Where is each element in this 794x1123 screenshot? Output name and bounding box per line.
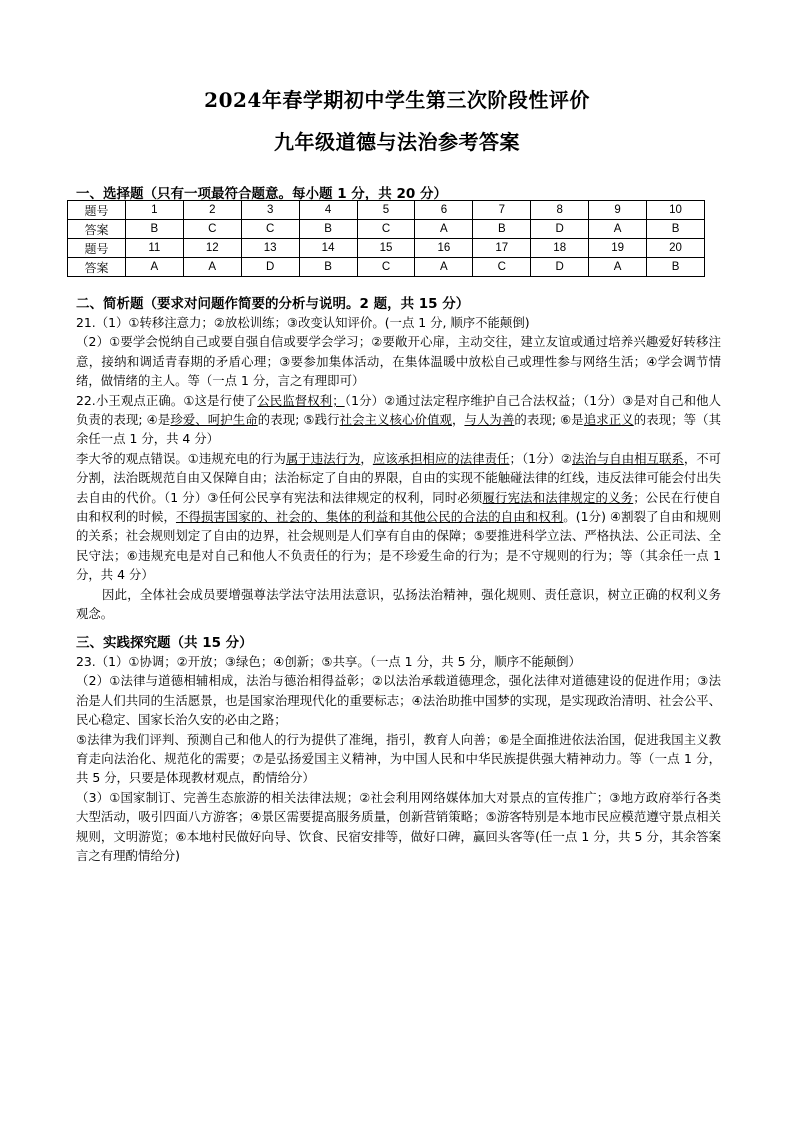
table-row <box>68 201 705 220</box>
answer-cell: C <box>183 220 241 239</box>
answer-cell: C <box>241 220 299 239</box>
answer-cell: D <box>241 258 299 277</box>
row-label-answer: 答案 <box>68 258 126 277</box>
underlined-key-point: 履行宪法和法律规定的义务 <box>482 489 634 505</box>
text-span: ，不可分割，法治既规范自由又保障自由；法治标定了自由的界限，自由的实现不能触碰法律的红线，违反法律可能会付出失去自由的代价。（1 分）③任何公民享有宪法和法律规定的权利，同时必须 <box>76 450 722 505</box>
text-span: 的表现；等（其余任一点 1 分，共 4 分） <box>76 412 722 447</box>
answer-cell: A <box>589 220 647 239</box>
choice-answer-table <box>67 200 705 277</box>
question-number: 17 <box>473 239 531 258</box>
answer-cell: A <box>415 220 473 239</box>
answer-cell: C <box>357 258 415 277</box>
q21-part1: 21.（1）①转移注意力；②放松训练；③改变认知评价。(一点 1 分, 顺序不能颠倒) <box>76 315 530 330</box>
q23-part3: （3）①国家制订、完善生态旅游的相关法律法规；②社会利用网络媒体加大对景点的宣传推广；③地方政府举行各类大型活动，吸引四面八方游客；④景区需要提高服务质量，创新营销策略；⑤游客特别是本地市民应模范遵守景点相关规则，文明游览；⑥本地村民做好向导、饮食、民宿安排等，做好口碑，赢回头客等(任一点 1 分，共 5 分，其余答案言之有理酌情给分) <box>76 789 721 864</box>
answer-cell: A <box>589 258 647 277</box>
text-span: ；公民在行使自由和权利的时候， <box>76 489 722 525</box>
question-number: 11 <box>125 239 183 258</box>
underlined-key-point: 应该承担相应的法律责任 <box>372 450 510 466</box>
underlined-key-point: 不得损害国家的、社会的、集体的利益和其他公民的合法的自由和权利 <box>175 509 564 525</box>
underlined-key-point: 追求正义 <box>583 412 634 428</box>
q21-part2: （2）①要学会悦纳自己或要自强自信或要学会学习；②要敞开心扉，主动交往，建立友谊或通过培养兴趣爱好转移注意，接纳和调适青春期的矛盾心理；③要参加集体活动，在集体温暖中放松自己或理性参与网络生活；④学会调节情绪，做情绪的主人。等（一点 1 分，言之有理即可） <box>76 334 721 389</box>
q22-view-wrong <box>76 449 721 585</box>
q23-part2a: （2）①法律与道德相辅相成，法治与德治相得益彰；②以法治承载道德理念，强化法律对道德建设的促进作用；③法治是人们共同的生活愿景，也是国家治理现代化的重要标志；④法治助推中国梦的实现，是实现政治清明、社会公平、民心稳定、国家长治久安的必由之路； <box>76 673 721 728</box>
answer-cell: D <box>531 258 589 277</box>
section-3-heading: 三、实践探究题（共 15 分） <box>76 635 253 651</box>
question-number: 6 <box>415 201 473 220</box>
underlined-key-point: 属于违法行为 <box>285 450 361 466</box>
underlined-key-point: 法治与自由相互联系 <box>572 450 684 466</box>
text-span: ；（1分）② <box>509 450 573 466</box>
page-subtitle: 九年级道德与法治参考答案 <box>274 130 520 154</box>
section-1-heading: 一、选择题（只有一项最符合题意。每小题 1 分，共 20 分） <box>76 186 447 202</box>
question-number: 12 <box>183 239 241 258</box>
underlined-key-point: 社会主义核心价值观 <box>339 412 452 428</box>
question-number: 5 <box>357 201 415 220</box>
question-number: 15 <box>357 239 415 258</box>
text-span: 22.小王观点正确。①这是行使了 <box>76 392 258 408</box>
question-number: 4 <box>299 201 357 220</box>
answer-cell: C <box>357 220 415 239</box>
text-span: 的表现; ⑤践行 <box>257 412 340 428</box>
question-number: 3 <box>241 201 299 220</box>
section-2-heading: 二、简析题（要求对问题作简要的分析与说明。2 题，共 15 分） <box>76 296 470 312</box>
table-row <box>68 239 705 258</box>
q23-part2b: ⑤法律为我们评判、预测自己和他人的行为提供了准绳，指引，教育人向善；⑥是全面推进依法治国，促进我国主义教育走向法治化、规范化的需要；⑦是弘扬爱国主义精神，为中国人民和中华民族提供强大精神动力。等（一点 1 分，共 5 分，只要是体现教材观点，酌情给分） <box>76 731 721 786</box>
answer-cell: A <box>183 258 241 277</box>
answer-cell: B <box>125 220 183 239</box>
q23-part1: 23.（1）①协调；②开放；③绿色；④创新；⑤共享。（一点 1 分，共 5 分，顺序不能颠倒） <box>76 654 581 669</box>
answer-cell: B <box>647 258 705 277</box>
answer-cell: A <box>415 258 473 277</box>
question-number: 1 <box>125 201 183 220</box>
question-number: 10 <box>647 201 705 220</box>
text-span: 李大爷的观点错误。①违规充电的行为 <box>76 450 286 466</box>
question-number: 2 <box>183 201 241 220</box>
question-number: 8 <box>531 201 589 220</box>
row-label-answer: 答案 <box>68 220 126 239</box>
question-number: 16 <box>415 239 473 258</box>
text-span: 。(1分) ④割裂了自由和规则的关系；社会规则划定了自由的边界，社会规则是人们享有自由的保障；⑤要推进科学立法、严格执法、公正司法、全民守法；⑥违规充电是对自己和他人不负责任的行为；是不珍爱生命的行为；是不守规则的行为；等（其余任一点 1 分，共 4 分） <box>76 509 722 583</box>
answer-cell: B <box>647 220 705 239</box>
q22-conclusion: 因此，全体社会成员要增强尊法学法守法用法意识，弘扬法治精神，强化规则、责任意识，树立正确的权利义务观念。 <box>76 586 721 622</box>
q22-view-correct <box>76 391 721 449</box>
text-span: ， <box>360 450 373 466</box>
answer-cell: B <box>473 220 531 239</box>
text-span: 的表现; ⑥是 <box>514 412 584 428</box>
question-number: 20 <box>647 239 705 258</box>
answer-cell: A <box>125 258 183 277</box>
text-span: （1分）②通过法定程序维护自己合法权益；（1分）③是对自己和他人负责的表现; ④是 <box>76 392 721 428</box>
question-number: 19 <box>589 239 647 258</box>
answer-cell: B <box>299 258 357 277</box>
table-row <box>68 258 705 277</box>
underlined-key-point: 珍爱、呵护生命 <box>170 412 258 428</box>
table-row <box>68 220 705 239</box>
answer-cell: B <box>299 220 357 239</box>
section-2-body <box>76 313 721 624</box>
answer-cell: D <box>531 220 589 239</box>
row-label-question: 题号 <box>68 201 126 220</box>
question-number: 7 <box>473 201 531 220</box>
underlined-key-point: 公民监督权利； <box>257 392 345 408</box>
text-span: ， <box>451 412 465 428</box>
section-3-body <box>76 652 721 865</box>
answer-cell: C <box>473 258 531 277</box>
question-number: 18 <box>531 239 589 258</box>
question-number: 9 <box>589 201 647 220</box>
underlined-key-point: 与人为善 <box>464 412 515 428</box>
question-number: 13 <box>241 239 299 258</box>
row-label-question: 题号 <box>68 239 126 258</box>
page-title: 2024年春学期初中学生第三次阶段性评价 <box>204 88 590 112</box>
question-number: 14 <box>299 239 357 258</box>
